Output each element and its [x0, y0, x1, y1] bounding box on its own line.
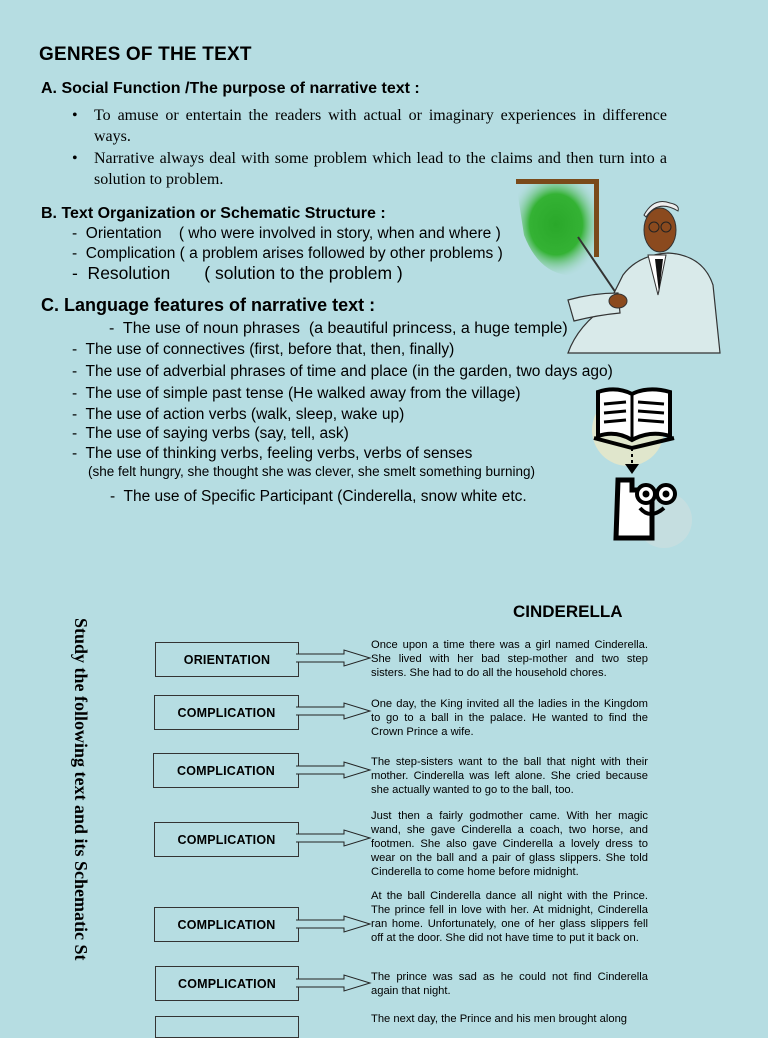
story-title: CINDERELLA — [513, 602, 623, 621]
stage-box-complication: COMPLICATION — [153, 753, 299, 788]
arrow-icon — [296, 830, 370, 846]
section-b-item: - Complication ( a problem arises followed by other problems ) — [72, 245, 503, 262]
language-feature: - The use of action verbs (walk, sleep, wake up) — [72, 406, 405, 423]
stage-box-partial — [155, 1016, 299, 1038]
section-a-bullet: • To amuse or entertain the readers with actual or imaginary experiences in difference ways. — [72, 105, 667, 147]
stage-box-complication: COMPLICATION — [154, 907, 299, 942]
story-paragraph: Once upon a time there was a girl named Cinderella. She lived with her bad step-mother and two step sisters. She had to do all the household chores. — [371, 639, 648, 679]
section-b-item: - Orientation ( who were involved in story, when and where ) — [72, 225, 501, 242]
story-paragraph: Just then a fairly godmother came. With her magic wand, she gave Cinderella a coach, two horse, and footmen. She also gave Cinderella a lovely dress to wear on the ball and a pair of glass slippers. She told Cinderella to come home before midnight. — [371, 810, 648, 878]
language-feature: - The use of Specific Participant (Cinderella, snow white etc. — [110, 488, 527, 505]
language-feature: - The use of noun phrases (a beautiful princess, a huge temple) — [109, 320, 568, 337]
stage-arrows — [296, 640, 376, 1010]
stage-box-complication: COMPLICATION — [154, 822, 299, 857]
arrow-icon — [296, 762, 370, 778]
page-title: GENRES OF THE TEXT — [39, 44, 252, 65]
language-feature: - The use of connectives (first, before that, then, finally) — [72, 341, 455, 358]
stage-box-complication: COMPLICATION — [155, 966, 299, 1001]
study-heading: Study the following text and its Schematic St — [71, 618, 91, 961]
section-a-bullet: • Narrative always deal with some problem which lead to the claims and then turn into a solution to problem. — [72, 148, 667, 190]
story-paragraph: The next day, the Prince and his men brought along — [371, 1013, 628, 1025]
arrow-icon — [296, 650, 370, 666]
arrow-icon — [296, 975, 370, 991]
study-heading-vertical — [66, 618, 96, 1024]
language-feature: - The use of thinking verbs, feeling verbs, verbs of senses — [72, 445, 473, 462]
section-a-heading: A. Social Function /The purpose of narrative text : — [41, 80, 420, 97]
language-feature: - The use of simple past tense (He walked away from the village) — [72, 385, 521, 402]
language-feature: - The use of saying verbs (say, tell, ask) — [72, 425, 349, 442]
story-paragraph: At the ball Cinderella dance all night with the Prince. The prince fell in love with her. At midnight, Cinderella ran home. Unfortunately, one of her glass slippers fell off at the door. She did not have time to put it back on. — [371, 890, 648, 944]
section-b-item: - Resolution ( solution to the problem ) — [72, 263, 403, 283]
section-b-heading: B. Text Organization or Schematic Structure : — [41, 205, 386, 222]
story-paragraph: The prince was sad as he could not find Cinderella again that night. — [371, 971, 648, 997]
arrow-icon — [296, 916, 370, 932]
language-feature-example: (she felt hungry, she thought she was clever, she smelt something burning) — [88, 464, 535, 479]
language-feature: - The use of adverbial phrases of time and place (in the garden, two days ago) — [72, 363, 613, 380]
story-paragraph: One day, the King invited all the ladies in the Kingdom to go to a ball in the palace. He wanted to find the Crown Prince a wife. — [371, 698, 648, 738]
book-icon — [594, 389, 674, 448]
book-reader-illustration — [588, 382, 698, 552]
section-c-heading: C. Language features of narrative text : — [41, 295, 376, 315]
stage-box-orientation: ORIENTATION — [155, 642, 299, 677]
stage-box-complication: COMPLICATION — [154, 695, 299, 730]
arrow-icon — [296, 703, 370, 719]
story-paragraph: The step-sisters want to the ball that night with their mother. Cinderella was left alone. She cried because she actually wanted to go to the ball, too. — [371, 756, 648, 796]
